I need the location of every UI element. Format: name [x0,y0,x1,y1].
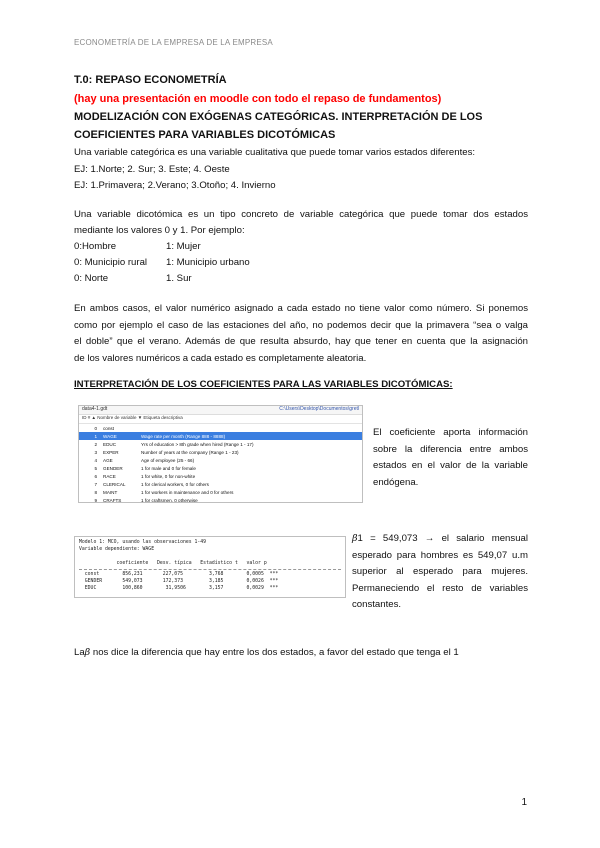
variable-row [79,440,362,448]
variable-name: const [103,425,114,431]
side-note-line: Permaneciendo el resto de variables [352,582,528,594]
paragraph-line: el doble” que el verano. Además de que resulta absurdo, hay que tener en cuenta que la asignación [74,336,528,347]
variable-label: Wage rate per month (Range 888 - 8888) [141,433,226,439]
variable-row [79,472,362,480]
variable-name: CRAFTS [103,497,122,503]
paragraph-dicotomica-line1: Una variable dicotómica es un tipo concreto de variable categórica que puede tomar dos estados [74,209,528,220]
variable-label: 1 for male and 0 for female [141,465,196,471]
variable-name: MAINT [103,489,118,495]
variable-name: RACE [103,473,116,479]
screenshot-titlebar [79,406,362,415]
screenshot-path: C:\Users\Desktop\Documentos\gretl [279,406,359,412]
variable-id: 9 [94,497,97,503]
title-modelizacion-line1: MODELIZACIÓN CON EXÓGENAS CATEGÓRICAS. INTERPRETACIÓN DE LOS [74,111,483,123]
variable-id: 1 [94,433,97,439]
variable-id: 5 [94,465,97,471]
variable-label: Yrs of education > 8th grade when hired (Range 1 - 17) [141,441,254,447]
dependent-variable-line: Variable dependiente: WAGE [79,547,155,552]
side-note-line: constantes. [352,599,402,610]
final-sentence-start: La [74,647,85,658]
side-note-line: estados en el valor de la variable [373,460,528,471]
variable-row [79,448,362,456]
variable-label: 1 for white, 0 for non-white [141,473,196,479]
variable-name: EXPER [103,449,119,455]
beta-symbol: β [84,647,91,658]
screenshot-column-header: ID # ▲ Nombre de variable ▼ Etiqueta descriptiva [79,415,362,424]
paragraph-line: como por ejemplo el caso de las estaciones del año, no podemos decir que la primavera “sea o valga [74,319,528,331]
variable-row [79,488,362,496]
variable-label: Number of years at the company (Range 1 - 23) [141,449,239,455]
variable-name: EDUC [103,441,117,447]
variable-name: GENDER [103,465,123,471]
title-modelizacion-line2: COEFICIENTES PARA VARIABLES DICOTÓMICAS [74,129,336,141]
section-heading: INTERPRETACIÓN DE LOS COEFICIENTES PARA LAS VARIABLES DICOTÓMICAS: [74,379,453,390]
example-row-2-left: 0: Municipio rural [74,257,148,268]
final-sentence-rest: nos dice la diferencia que hay entre los dos estados, a favor del estado que tenga el 1 [90,647,459,658]
coefficient-row: const 856,231 227,075 3,768 0,0005 *** [79,572,279,577]
variable-name: WAGE [103,433,117,439]
paragraph-line: de los valores numéricos a cada estado es completamente aleatoria. [74,352,367,364]
page-number: 1 [521,797,527,808]
example-estaciones: EJ: 1.Primavera; 2.Verano; 3.Otoño; 4. Invierno [74,180,276,191]
model-line: Modelo 1: MCO, usando las observaciones 1-49 [79,540,207,545]
side-note-line: superior al esperado para mujeres. [352,566,528,577]
coefficient-row: EDUC 100,860 31,9506 3,157 0,0029 *** [79,586,279,591]
side-note-line: sobre la diferencia entre ambos [373,443,528,455]
paragraph-valor-numerico [74,301,528,367]
coefficient-row: GENDER 549,073 172,373 3,185 0,0026 *** [79,579,279,584]
example-row-1-right: 1: Mujer [166,241,201,252]
variable-id: 0 [94,425,97,431]
example-puntos-cardinales: EJ: 1.Norte; 2. Sur; 3. Este; 4. Oeste [74,164,230,175]
variable-rows [79,424,362,503]
screenshot-filename: data4-1.gdt [82,406,108,412]
side-note-coeficiente [373,425,528,491]
running-header: ECONOMETRÍA DE LA EMPRESA DE LA EMPRESA [74,38,273,47]
paragraph-line: En ambos casos, el valor numérico asignado a cada estado no tiene valor como número. Si ponemos [74,303,528,314]
variable-name: CLERICAL [103,481,126,487]
variable-row [79,480,362,488]
variable-row [79,496,362,503]
coefficient-table-header: coeficiente Desv. típica Estadístico t valor p [79,561,267,566]
example-row-2-right: 1: Municipio urbano [166,257,250,268]
variable-id: 2 [94,441,97,447]
beta-symbol: β [352,533,358,544]
side-note-beta [352,531,528,614]
final-sentence [74,645,459,662]
side-note-line [352,531,528,548]
variable-id: 6 [94,473,97,479]
variable-row [79,464,362,472]
table-divider [79,569,341,570]
beta-interpretation: 1 = 549,073 → el salario mensual [357,533,528,544]
regression-output-screenshot [74,536,346,598]
variable-row [79,456,362,464]
title-moodle-note: (hay una presentación en moodle con todo el repaso de fundamentos) [74,93,442,105]
paragraph-dicotomica-line2: mediante los valores 0 y 1. Por ejemplo: [74,225,245,236]
example-row-3-right: 1. Sur [166,273,192,284]
example-row-1-left: 0:Hombre [74,241,117,252]
side-note-line: El coeficiente aporta información [373,427,528,438]
variable-row [79,432,362,440]
variable-row [79,424,362,432]
gretl-variable-list-screenshot [78,405,363,503]
variable-label: 1 for clerical workers, 0 for others [141,481,209,487]
paragraph-categorica: Una variable categórica es una variable cualitativa que puede tomar varios estados diferentes: [74,147,476,158]
side-note-line: endógena. [373,476,419,488]
example-row-3-left: 0: Norte [74,273,109,284]
variable-id: 8 [94,489,97,495]
variable-name: AGE [103,457,113,463]
variable-id: 4 [94,457,97,463]
variable-label: 1 for workers in maintenance and 0 for others [141,489,234,495]
variable-label: Age of employee (25 - 66) [141,457,195,463]
variable-label: 1 for craftsmen, 0 otherwise [141,497,198,503]
variable-id: 7 [94,481,97,487]
side-note-line: esperado para hombres es 549,07 u.m [352,549,528,561]
variable-id: 3 [94,449,97,455]
title-repaso: T.0: REPASO ECONOMETRÍA [74,74,227,86]
